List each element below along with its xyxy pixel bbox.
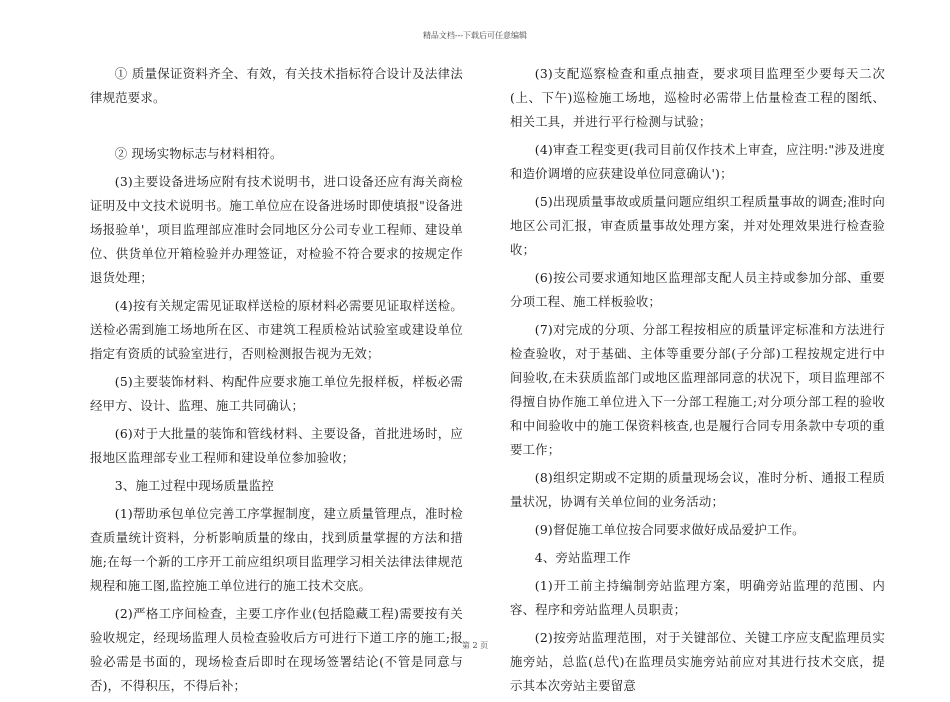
- paragraph: (2)按旁站监理范围，对于关键部位、关键工序应支配监理员实施旁站，总监(总代)在监理员实施旁站前应对其进行技术交底，提示其本次旁站主要留意: [510, 630, 885, 693]
- section-heading: 3、施工过程中现场质量监控: [114, 478, 274, 493]
- paragraph: ② 现场实物标志与材料相符。: [114, 146, 283, 161]
- paragraph: (1)帮助承包单位完善工序掌握制度，建立质量管理点，准时检查质量统计资料，分析影响质量的缘由，找到质量掌握的方法和措施;在每一个新的工序开工前应组织项目监理学习相关法律法律规范规程和施工图,监控施工单位进行的施工技术交底。: [90, 506, 463, 593]
- paragraph: (1)开工前主持编制旁站监理方案，明确旁站监理的范围、内容、程序和旁站监理人员职责；: [510, 578, 885, 617]
- section-heading: 4、旁站监理工作: [534, 550, 632, 565]
- page-number: 第 2 页: [461, 641, 489, 650]
- page-header: 精品文档---下载后可任意编辑: [422, 31, 528, 40]
- paragraph: (2)严格工序间检查，主要工序作业(包括隐藏工程)需要按有关验收规定，经现场监理人员检查验收后方可进行下道工序的施工;报验必需是书面的，现场检查后即时在现场签署结论(不管是同意与否)，不得积压，不得后补；: [90, 606, 463, 693]
- paragraph: (9)督促施工单位按合同要求做好成品爱护工作。: [534, 522, 805, 537]
- paragraph: ① 质量保证资料齐全、有效，有关技术指标符合设计及法律法律规范要求。: [90, 66, 463, 105]
- paragraph: (3)主要设备进场应附有技术说明书，进口设备还应有海关商检证明及中文技术说明书。施工单位应在设备进场时即使填报"设备进场报验单'，项目监理部应准时会同地区分公司专业工程师、建设单位、供货单位开箱检验并办理签证，对检验不符合要求的按规定作退货处理；: [90, 174, 463, 285]
- right-column: [510, 62, 885, 702]
- paragraph: (6)对于大批量的装饰和管线材料、主要设备，首批进场时，应报地区监理部专业工程师和建设单位参加验收；: [90, 426, 463, 465]
- paragraph: (8)组织定期或不定期的质量现场会议，准时分析、通报工程质量状况，协调有关单位间的业务活动；: [510, 470, 885, 509]
- left-column: [90, 62, 463, 702]
- paragraph: (3)支配巡察检查和重点抽查，要求项目监理至少要每天二次(上、下午)巡检施工场地，巡检时必需带上估量检查工程的图纸、相关工具，并进行平行检测与试验；: [510, 66, 885, 129]
- paragraph: (4)按有关规定需见证取样送检的原材料必需要见证取样送检。送检必需到施工场地所在区、市建筑工程质检站试验室或建设单位指定有资质的试验室进行，否则检测报告视为无效；: [90, 298, 463, 361]
- paragraph: (4)审查工程变更(我司目前仅作技术上审查，应注明:"涉及进度和造价调增的应获建设单位同意确认')；: [510, 142, 885, 181]
- paragraph: (6)按公司要求通知地区监理部支配人员主持或参加分部、重要分项工程、施工样板验收；: [510, 270, 885, 309]
- paragraph: (5)主要装饰材料、构配件应要求施工单位先报样板，样板必需经甲方、设计、监理、施工共同确认；: [90, 374, 463, 413]
- paragraph: (7)对完成的分项、分部工程按相应的质量评定标准和方法进行检查验收，对于基础、主体等重要分部(子分部)工程按规定进行中间验收,在未获质监部门或地区监理部同意的状况下，项目监理部不得擅自协作施工单位进入下一分部工程施工;对分项分部工程的验收和中间验收中的施工保资料核查,也是履行合同专用条款中专项的重要工作；: [510, 322, 885, 457]
- paragraph: (5)出现质量事故或质量问题应组织工程质量事故的调查;准时向地区公司汇报，审查质量事故处理方案，并对处理效果进行检查验收；: [510, 194, 885, 257]
